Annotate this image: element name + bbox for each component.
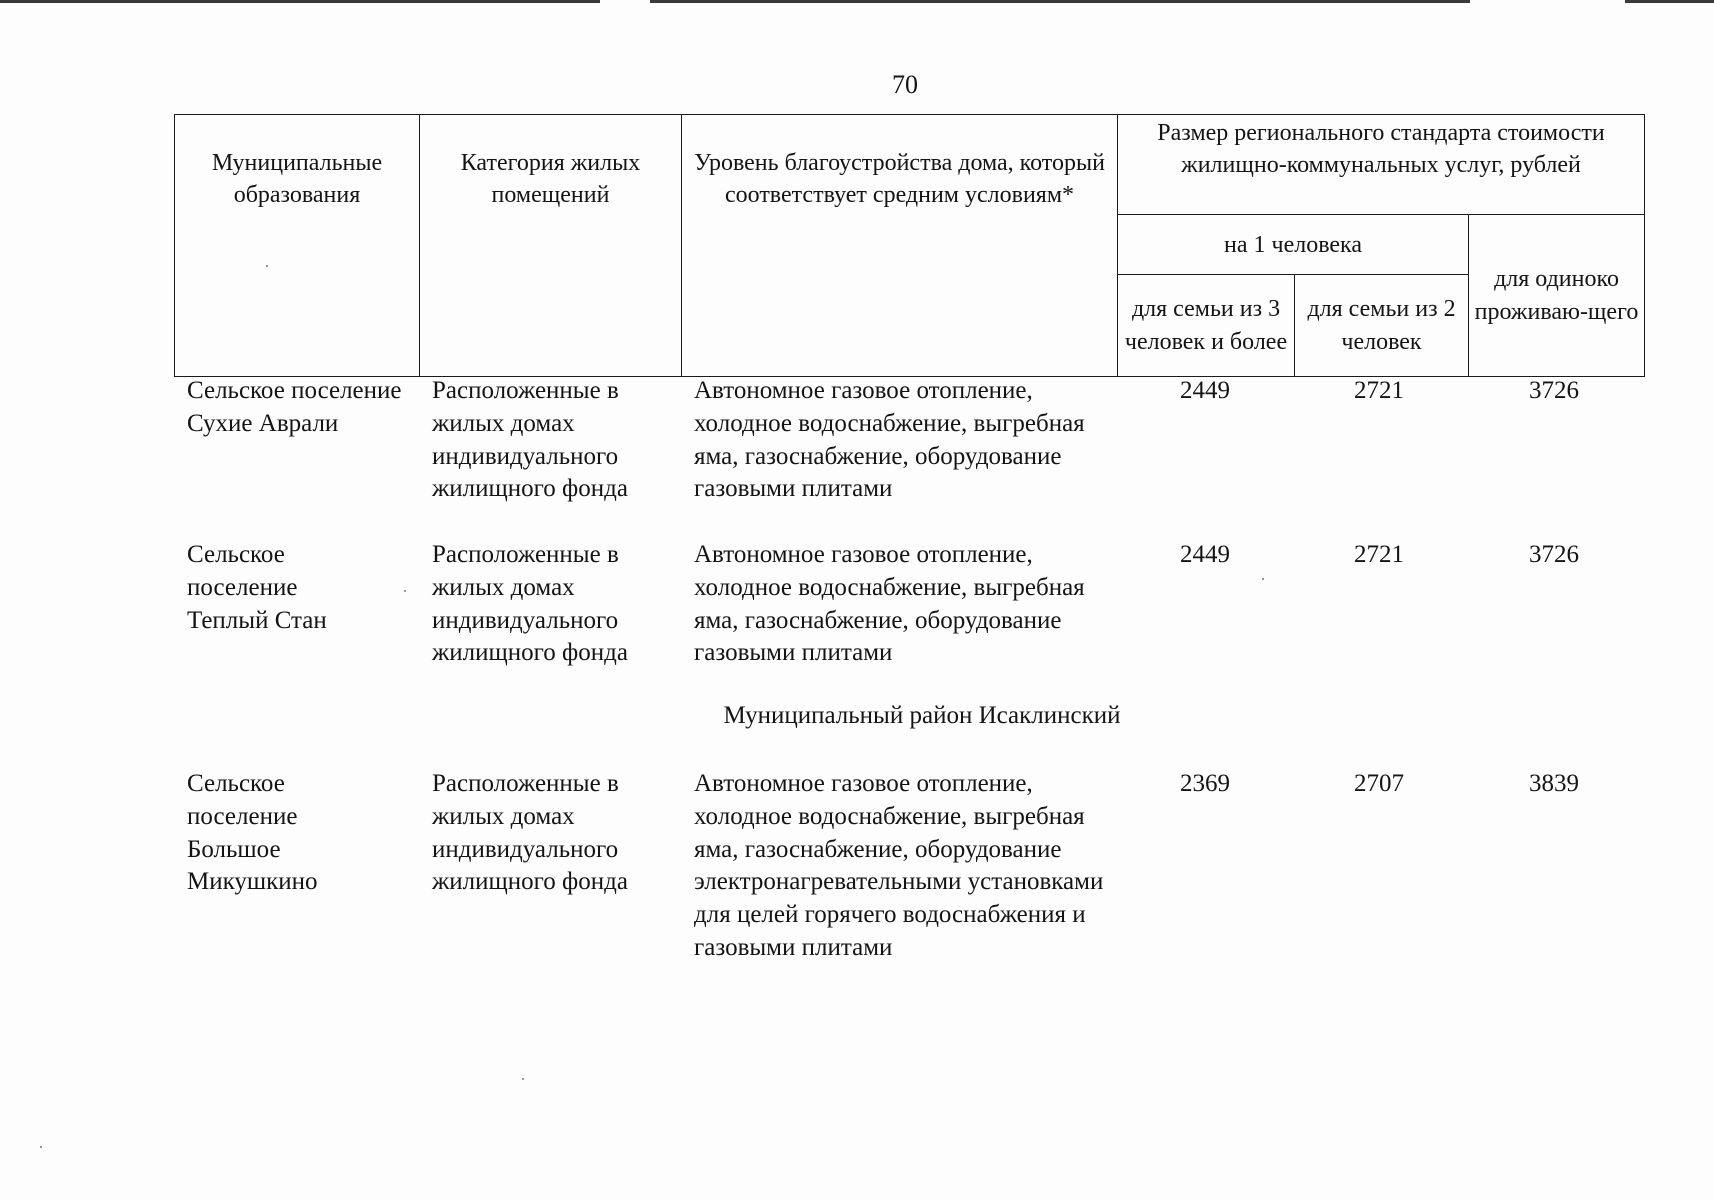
page-number: 70	[892, 70, 918, 99]
scan-speck	[40, 1146, 42, 1148]
row-family3-value: 2369	[1180, 770, 1230, 797]
header-family2: для семьи из 2 человек	[1295, 275, 1469, 377]
scan-edge-line	[0, 0, 600, 3]
row-level: Автономное газовое отопление, холодное водоснабжение, выгребная яма, газоснабжение, оборудование электронагревательными установками для целей горячего водоснабжения и газовыми плитами	[694, 770, 1104, 961]
header-level	[682, 115, 1118, 377]
row-category: Расположенные в жилых домах индивидуального жилищного фонда	[432, 770, 628, 896]
row-category: Расположенные в жилых домах индивидуального жилищного фонда	[432, 377, 628, 503]
header-standard-size: Размер регионального стандарта стоимости жилищно-коммунальных услуг, рублей	[1118, 115, 1645, 215]
row-family2-value: 2707	[1354, 770, 1404, 797]
row-municipality: Сельское поселение Теплый Стан	[187, 541, 327, 634]
section-title: Муниципальный район Исаклинский	[723, 702, 1121, 729]
row-family2-value: 2721	[1354, 541, 1404, 568]
row-family3-value: 2449	[1180, 377, 1230, 404]
scan-speck	[266, 265, 268, 267]
header-single: для одиноко проживаю-щего	[1469, 215, 1645, 377]
header-municipality: Муниципальные образования	[175, 115, 420, 377]
header-level-line2: соответствует средним условиям*	[724, 182, 1075, 208]
scan-speck	[404, 590, 406, 592]
table-header	[174, 114, 1645, 377]
header-level-line1: Уровень благоустройства дома, который	[694, 150, 1105, 176]
row-single-value: 3726	[1529, 541, 1579, 568]
header-per-person: на 1 человека	[1118, 215, 1469, 275]
row-single-value: 3726	[1529, 377, 1579, 404]
scan-edge-line	[1625, 0, 1714, 3]
row-family2-value: 2721	[1354, 377, 1404, 404]
header-category: Категория жилых помещений	[420, 115, 682, 377]
row-level: Автономное газовое отопление, холодное водоснабжение, выгребная яма, газоснабжение, оборудование газовыми плитами	[694, 377, 1085, 503]
row-level: Автономное газовое отопление, холодное водоснабжение, выгребная яма, газоснабжение, оборудование газовыми плитами	[694, 541, 1085, 667]
scan-speck	[1262, 578, 1264, 580]
row-family3-value: 2449	[1180, 541, 1230, 568]
scan-speck	[522, 1078, 524, 1080]
header-family3: для семьи из 3 человек и более	[1118, 275, 1295, 377]
row-category: Расположенные в жилых домах индивидуального жилищного фонда	[432, 541, 628, 667]
row-single-value: 3839	[1529, 770, 1579, 797]
row-municipality: Сельское поселение Сухие Аврали	[187, 377, 402, 437]
scan-edge-line	[650, 0, 1470, 3]
row-municipality: Сельское поселение Большое Микушкино	[187, 770, 318, 896]
